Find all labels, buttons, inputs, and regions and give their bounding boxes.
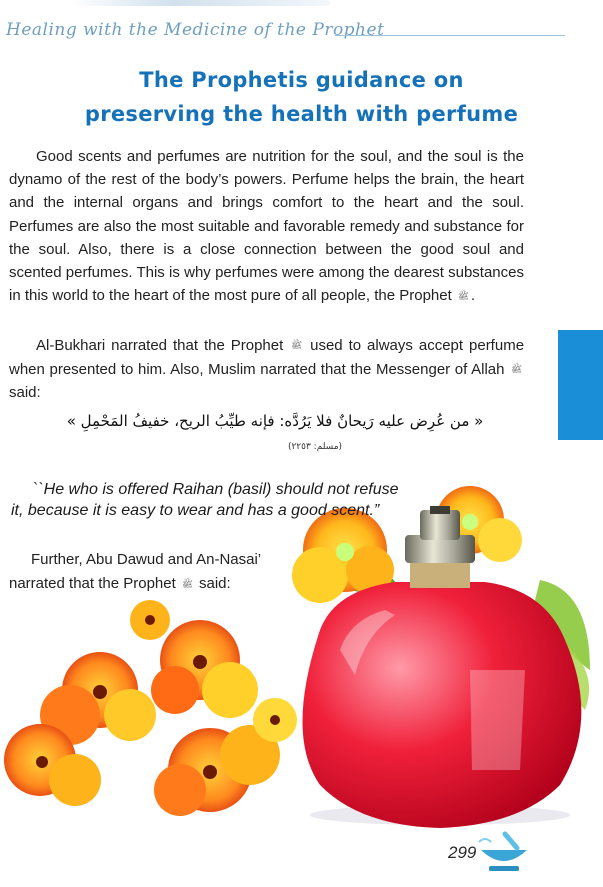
paragraph-2-text-a: Al-Bukhari narrated that the Prophet [36, 337, 284, 354]
paragraph-2-text-b: used to always accept perfume when presented to him. Also, Muslim narrated that the Messenger of Allah [9, 337, 525, 378]
paragraph-2-text-c: said: [9, 384, 41, 402]
paragraph-1 [9, 145, 524, 308]
paragraph-2 [9, 334, 524, 404]
paragraph-1-end: . [470, 287, 475, 305]
mortar-pestle-icon [475, 830, 533, 876]
page-number: 299 [448, 843, 477, 862]
running-header: Healing with the Medicine of the Prophet [6, 20, 385, 40]
english-quote-text: ``He who is offered Raihan (basil) should not refuse it, because it is easy to wear and has a good scent.” [11, 481, 399, 519]
paragraph-3 [9, 548, 309, 596]
header-decoration [70, 0, 330, 6]
section-heading-line1: The Prophetis guidance on [139, 68, 464, 92]
paragraph-1-text: Good scents and perfumes are nutrition for the soul, and the soul is the dynamo of the rest of the body’s powers. Perfume helps the brain, the heart and the internal organs and brings comfort to the heart and the soul. Perfumes are also the most suitable and favorable remedy and substance for the soul. Also, there is a close connection between the good soul and scented perfumes. This is why perfumes were among the dearest substances in this world to the heart of the most pure of all people, the Prophet [9, 148, 524, 305]
salutation-icon: ﷺ [511, 364, 523, 375]
header-rule [335, 35, 565, 36]
paragraph-3-text-a: Further, Abu Dawud and An-Nasai’ narrated that the Prophet [9, 551, 261, 592]
salutation-icon: ﷺ [457, 290, 469, 301]
chapter-side-tab [558, 330, 603, 440]
arabic-reference: (مسلم: ٢٢٥٣) [287, 442, 343, 452]
salutation-icon: ﷺ [181, 579, 193, 590]
section-heading-line2: preserving the health with perfume [84, 102, 519, 126]
paragraph-3-text-b: said: [199, 575, 231, 592]
salutation-icon: ﷺ [291, 340, 303, 351]
english-quote [11, 479, 401, 521]
arabic-hadith: « من عُرِض عليه رَيحانٌ فلا يَرُدَّه: فإنه طيِّبُ الريح، خفيفُ المَحْمِلِ » [66, 412, 484, 430]
